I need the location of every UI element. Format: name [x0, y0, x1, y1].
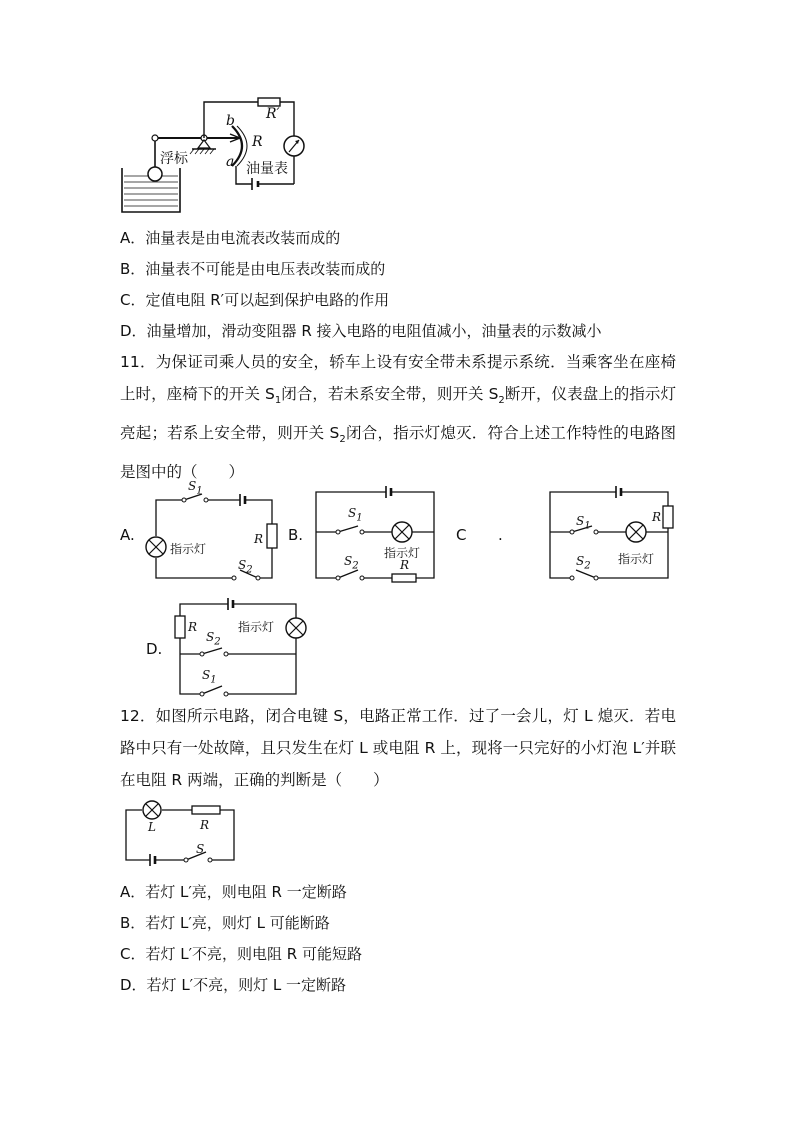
b-label: b [226, 113, 235, 129]
q12-circuit [122, 798, 242, 868]
q11-option-c-dot: . [498, 526, 503, 544]
q10-option-a: A．油量表是由电流表改装而成的 [120, 229, 341, 247]
q11-option-c-label: C [456, 526, 467, 544]
lamp-label-d: 指示灯 [238, 620, 275, 634]
q10-option-b: B．油量表不可能是由电压表改装而成的 [120, 260, 386, 278]
q12-stem: 12．如图所示电路，闭合电键 S，电路正常工作．过了一会儿，灯 L 熄灭．若电路中只有一处故障，且只发生在灯 L 或电阻 R 上，现将一只完好的小灯泡 L′并联在电阻 R 两端，正确的判断是（ ） [120, 707, 676, 789]
r-label: R [252, 134, 263, 150]
lamp-label-c: 指示灯 [618, 552, 655, 566]
q10-option-d: D．油量增加，滑动变阻器 R 接入电路的电阻值减小，油量表的示数减小 [120, 322, 602, 340]
q11-circuit-d: R $S_2$ 指示灯 $S_1$ [176, 596, 306, 698]
q12-option-c: C．若灯 L′不亮，则电阻 R 可能短路 [120, 945, 362, 963]
q11-circuit-b: $S_1$ 指示灯 $S_2$ R [312, 482, 442, 582]
oil-gauge-figure [118, 96, 318, 216]
q12-option-b: B．若灯 L′亮，则灯 L 可能断路 [120, 914, 330, 932]
q12-option-a: A．若灯 L′亮，则电阻 R 一定断路 [120, 883, 347, 901]
float-label: 浮标 [160, 151, 188, 167]
q11-option-a-label: A. [120, 526, 135, 544]
q10-option-c: C．定值电阻 R′可以起到保护电路的作用 [120, 291, 390, 309]
q12-s-label: S [196, 842, 205, 856]
q11-circuit-c: $S_1$ R $S_2$ 指示灯 [546, 482, 676, 582]
q12-r-label: R [200, 818, 210, 832]
q12-option-d: D．若灯 L′不亮，则灯 L 一定断路 [120, 976, 346, 994]
q12-l-label: L [148, 820, 156, 834]
q11-option-b-label: B. [288, 526, 304, 544]
q11-option-d-label: D. [146, 640, 163, 658]
q11-circuit-a: $S_1$ R 指示灯 $S_2$ [146, 478, 286, 588]
lamp-label-b: 指示灯 [384, 546, 421, 560]
q11-stem: 11．为保证司乘人员的安全，轿车上设有安全带未系提示系统．当乘客坐在座椅上时，座椅下的开关 $S_1$闭合，若未系安全带，则开关 $S_2$断开，仪表盘上的指示灯亮起；若系上安全带，则开关 $S_2$闭合，指示灯熄灭．符合上述工作特性的电路图是图中的（ ） [120, 353, 676, 482]
r-prime-label: R′ [266, 106, 280, 122]
lamp-label-a: 指示灯 [170, 542, 207, 556]
meter-label: 油量表 [246, 161, 288, 177]
a-label: a [226, 154, 235, 170]
